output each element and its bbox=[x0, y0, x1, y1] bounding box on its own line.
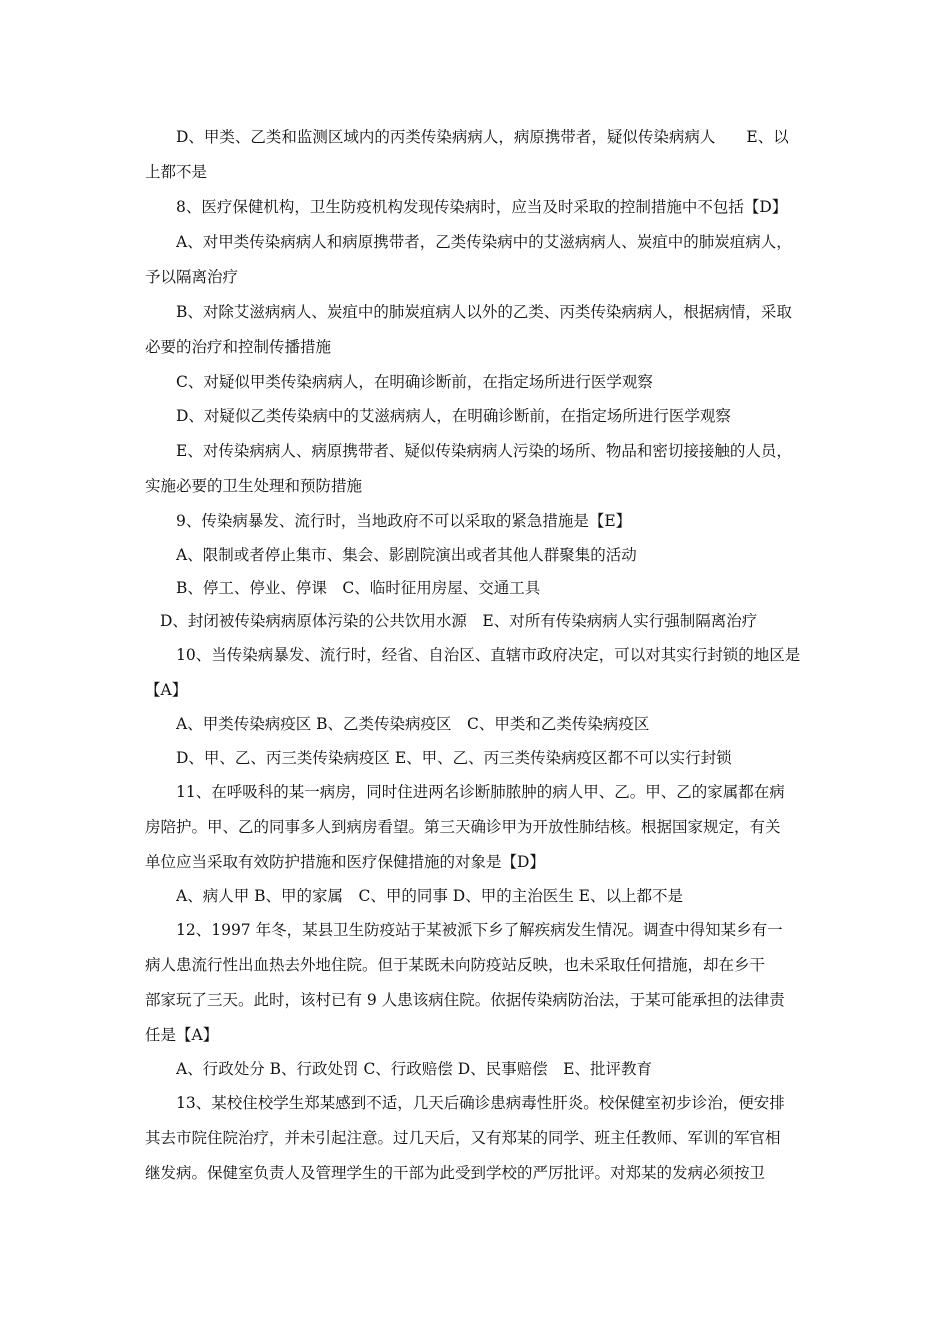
options-a-e: A、病人甲 B、甲的家属 C、甲的同事 D、甲的主治医生 E、以上都不是 bbox=[176, 887, 683, 905]
option-e: E、对传染病病人、病原携带者、疑似传染病病人污染的场所、物品和密切接接触的人员， bbox=[176, 442, 792, 460]
option-a: A、限制或者停止集市、集会、影剧院演出或者其他人群聚集的活动 bbox=[176, 546, 637, 564]
question-12: 12、1997 年冬，某县卫生防疫站于某被派下乡了解疾病发生情况。调查中得知某乡有一 bbox=[176, 921, 783, 939]
text-line: 病人患流行性出血热去外地住院。但于某既未向防疫站反映，也未采取任何措施，却在乡干 bbox=[145, 956, 766, 974]
option-b: B、对除艾滋病病人、炭疽中的肺炭疽病人以外的乙类、丙类传染病病人，根据病情，采取 bbox=[176, 303, 792, 321]
question-8: 8、医疗保健机构，卫生防疫机构发现传染病时，应当及时采取的控制措施中不包括【D】 bbox=[176, 198, 788, 216]
option-d: D、对疑似乙类传染病中的艾滋病病人，在明确诊断前，在指定场所进行医学观察 bbox=[176, 407, 731, 425]
options-d-e: D、甲、乙、丙三类传染病疫区 E、甲、乙、丙三类传染病疫区都不可以实行封锁 bbox=[176, 749, 732, 767]
question-13: 13、某校住校学生郑某感到不适，几天后确诊患病毒性肝炎。校保健室初步诊治，便安排 bbox=[176, 1094, 785, 1112]
option-c: C、对疑似甲类传染病病人，在明确诊断前，在指定场所进行医学观察 bbox=[176, 373, 653, 391]
text-line: 单位应当采取有效防护措施和医疗保健措施的对象是【D】 bbox=[145, 853, 545, 871]
text-line: 上都不是 bbox=[145, 163, 208, 181]
text-line: 其去市院住院治疗，并未引起注意。过几天后，又有郑某的同学、班主任教师、军训的军官相 bbox=[145, 1129, 781, 1147]
text-line: 继发病。保健室负责人及管理学生的干部为此受到学校的严厉批评。对郑某的发病必须按卫 bbox=[145, 1164, 766, 1182]
question-10: 10、当传染病暴发、流行时，经省、自治区、直辖市政府决定，可以对其实行封锁的地区是 bbox=[176, 646, 801, 664]
options-a-e: A、行政处分 B、行政处罚 C、行政赔偿 D、民事赔偿 E、批评教育 bbox=[176, 1060, 652, 1078]
text-line: 予以隔离治疗 bbox=[145, 268, 239, 286]
question-11: 11、在呼吸科的某一病房，同时住进两名诊断肺脓肿的病人甲、乙。甲、乙的家属都在病 bbox=[176, 783, 785, 801]
text-line: 实施必要的卫生处理和预防措施 bbox=[145, 477, 363, 495]
option-b-c: B、停工、停业、停课 C、临时征用房屋、交通工具 bbox=[176, 579, 541, 597]
text-line: D、甲类、乙类和监测区域内的丙类传染病病人，病原携带者，疑似传染病病人 E、以 bbox=[176, 128, 789, 146]
text-line: 房陪护。甲、乙的同事多人到病房看望。第三天确诊甲为开放性肺结核。根据国家规定，有关 bbox=[145, 818, 781, 836]
text-line: 部家玩了三天。此时，该村已有 9 人患该病住院。依据传染病防治法，于某可能承担的法律责 bbox=[145, 991, 785, 1009]
text-line: 必要的治疗和控制传播措施 bbox=[145, 338, 332, 356]
answer-line: 【A】 bbox=[145, 681, 188, 699]
option-a: A、对甲类传染病病人和病原携带者，乙类传染病中的艾滋病病人、炭疽中的肺炭疽病人， bbox=[176, 233, 792, 251]
question-9: 9、传染病暴发、流行时，当地政府不可以采取的紧急措施是【E】 bbox=[176, 512, 632, 530]
text-line: 任是【A】 bbox=[145, 1026, 219, 1044]
option-d-e: D、封闭被传染病病原体污染的公共饮用水源 E、对所有传染病病人实行强制隔离治疗 bbox=[160, 612, 758, 630]
options-a-c: A、甲类传染病疫区 B、乙类传染病疫区 C、甲类和乙类传染病疫区 bbox=[176, 715, 650, 733]
